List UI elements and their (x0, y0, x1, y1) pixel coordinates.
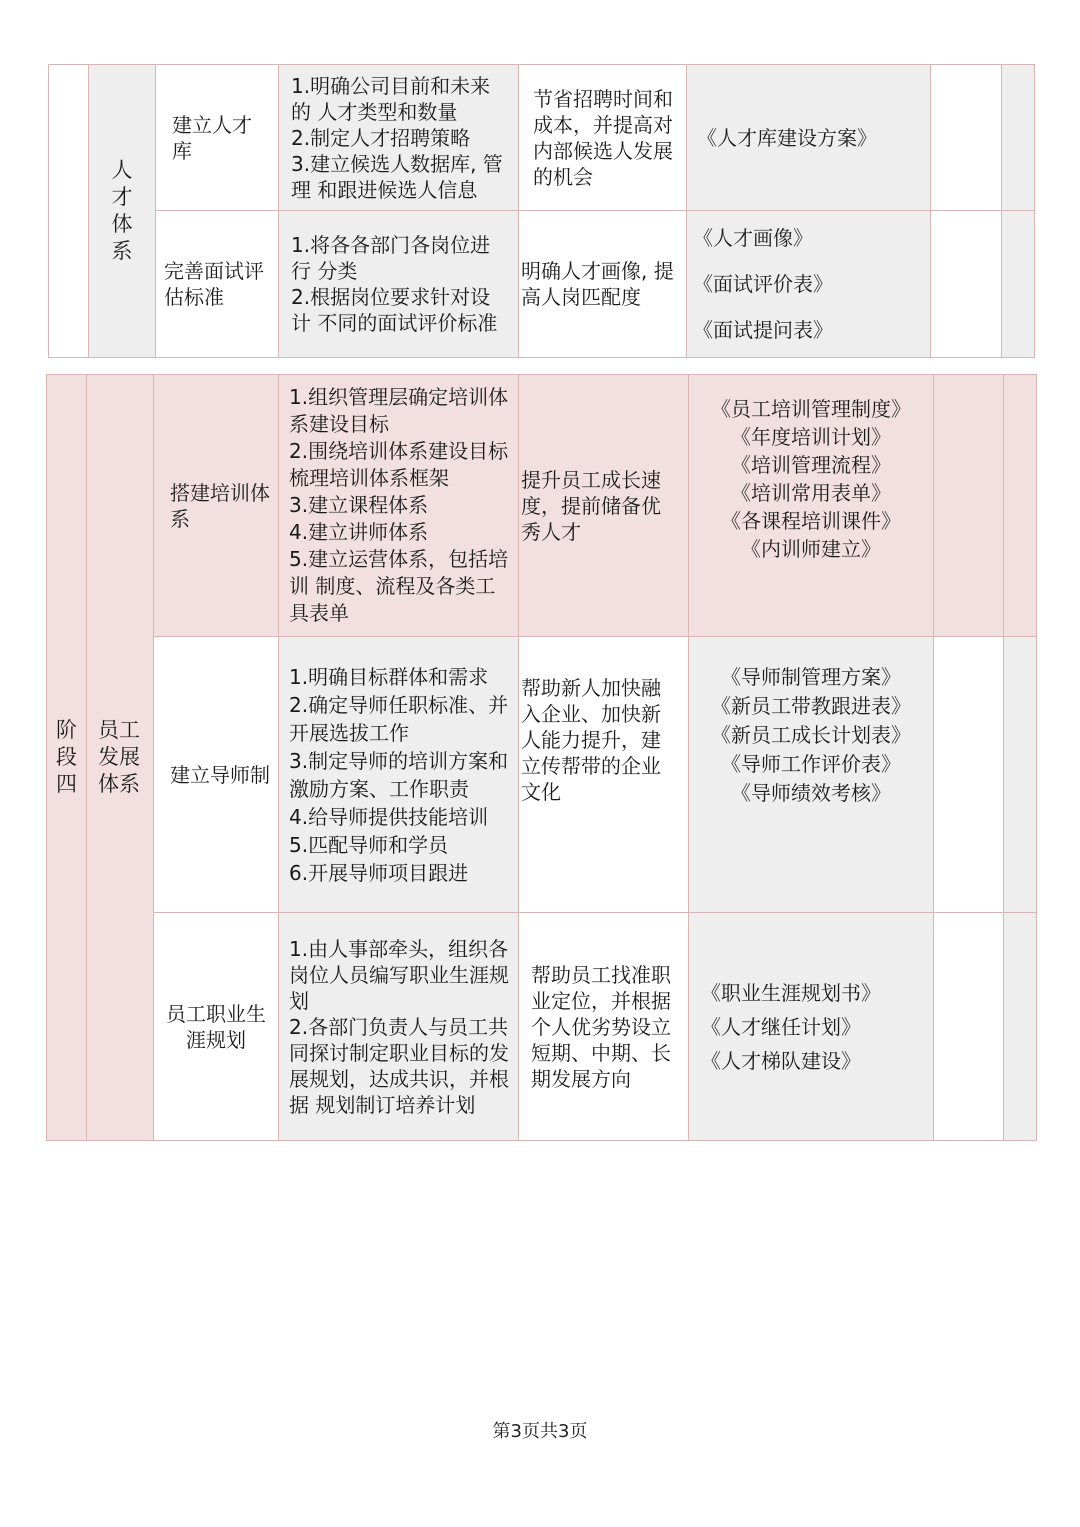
steps-cell (279, 211, 519, 358)
talent-system-table (48, 64, 1035, 358)
doc-title: 《人才库建设方案》 (697, 125, 877, 150)
benefit-text: 节省招聘时间和成本，并提高对内部候选人发展的机会 (533, 86, 673, 189)
system-label: 员工发展体系 (98, 718, 140, 796)
doc-title: 《面试评价表》 (693, 272, 833, 296)
item-label: 员工职业生涯规划 (166, 1001, 266, 1052)
empty-cell (934, 375, 1004, 637)
benefit-text: 帮助新人加快融入企业、加快新人能力提升，建立传帮带的企业文化 (521, 676, 661, 804)
docs-cell (689, 375, 934, 637)
system-label: 人才体系 (111, 158, 133, 263)
table-row (47, 637, 1037, 913)
doc-title: 《培训常用表单》 (731, 481, 891, 505)
doc-title: 《人才画像》 (693, 226, 813, 250)
empty-cell (1004, 637, 1037, 913)
docs-cell (689, 913, 934, 1141)
empty-cell (934, 637, 1004, 913)
doc-title: 《导师工作评价表》 (721, 752, 901, 776)
step-text: 3.建立课程体系 (289, 493, 429, 517)
steps-cell (279, 65, 519, 211)
step-text: 6.开展导师项目跟进 (289, 860, 469, 885)
benefit-text: 帮助员工找准职业定位，并根据个人优劣势设立短期、中期、长期发展方向 (531, 962, 671, 1091)
stage-cell (47, 375, 87, 1141)
step-text: 1.由人事部牵头，组织各岗位人员编写职业生涯规划 (289, 936, 509, 1013)
item-cell (156, 65, 279, 211)
item-cell (154, 637, 279, 913)
step-text: 3.制定导师的培训方案和激励方案、工作职责 (289, 748, 509, 801)
step-text: 2.确定导师任职标准、并开展选拔工作 (289, 692, 509, 745)
doc-title: 《新员工带教跟进表》 (711, 694, 911, 718)
employee-development-table (46, 374, 1037, 1141)
item-label: 建立人才库 (172, 112, 252, 163)
doc-title: 《内训师建立》 (741, 537, 881, 561)
step-text: 1.明确公司目前和未来的 人才类型和数量 (291, 73, 491, 124)
doc-title: 《各课程培训课件》 (721, 509, 901, 533)
table-row (49, 65, 1035, 211)
benefit-cell (519, 375, 689, 637)
step-text: 4.给导师提供技能培训 (289, 804, 489, 829)
benefit-cell (519, 211, 687, 358)
doc-title: 《员工培训管理制度》 (711, 397, 911, 421)
docs-cell (687, 211, 931, 358)
step-text: 1.明确目标群体和需求 (289, 664, 489, 689)
doc-title: 《年度培训计划》 (731, 425, 891, 449)
empty-cell (931, 65, 1002, 211)
step-text: 2.各部门负责人与员工共同探讨制定职业目标的发展规划，达成共识，并根据 规划制订培养计划 (289, 1014, 509, 1117)
step-text: 4.建立讲师体系 (289, 520, 429, 544)
item-cell (156, 211, 279, 358)
doc-title: 《导师制管理方案》 (721, 665, 901, 689)
table-row (49, 211, 1035, 358)
item-label: 建立导师制 (170, 762, 270, 787)
system-cell (89, 65, 156, 358)
benefit-cell (519, 913, 689, 1141)
empty-cell (1004, 375, 1037, 637)
step-text: 2.围绕培训体系建设目标梳理培训体系框架 (289, 439, 509, 490)
table-row (47, 375, 1037, 637)
empty-cell (1004, 913, 1037, 1141)
step-text: 3.建立候选人数据库, 管理 和跟进候选人信息 (291, 151, 503, 202)
stage-cell-empty (49, 65, 89, 358)
doc-title: 《培训管理流程》 (731, 453, 891, 477)
empty-cell (934, 913, 1004, 1141)
benefit-text: 提升员工成长速度，提前储备优秀人才 (521, 467, 661, 544)
step-text: 2.根据岗位要求针对设计 不同的面试评价标准 (291, 285, 498, 335)
page-number: 第3页共3页 (492, 1421, 588, 1442)
benefit-cell (519, 637, 689, 913)
item-label: 搭建培训体系 (170, 480, 270, 531)
step-text: 5.建立运营体系，包括培训 制度、流程及各类工具表单 (289, 547, 509, 625)
item-cell (154, 913, 279, 1141)
empty-cell (1002, 65, 1035, 211)
system-cell (87, 375, 154, 1141)
item-label: 完善面试评估标准 (164, 259, 264, 309)
step-text: 2.制定人才招聘策略 (291, 125, 471, 150)
steps-cell (279, 637, 519, 913)
empty-cell (931, 211, 1002, 358)
step-text: 1.组织管理层确定培训体系建设目标 (289, 385, 509, 436)
doc-title: 《职业生涯规划书》 (701, 980, 881, 1005)
doc-title: 《新员工成长计划表》 (711, 723, 911, 747)
doc-title: 《人才继任计划》 (701, 1014, 861, 1039)
table-row (47, 913, 1037, 1141)
stage-label: 阶段四 (56, 718, 77, 796)
doc-title: 《人才梯队建设》 (701, 1048, 861, 1073)
empty-cell (1002, 211, 1035, 358)
step-text: 5.匹配导师和学员 (289, 832, 449, 857)
step-text: 1.将各各部门各岗位进行 分类 (291, 233, 491, 283)
steps-cell (279, 913, 519, 1141)
docs-cell (689, 637, 934, 913)
doc-title: 《面试提问表》 (693, 318, 833, 342)
steps-cell (279, 375, 519, 637)
benefit-cell (519, 65, 687, 211)
doc-title: 《导师绩效考核》 (731, 781, 891, 805)
benefit-text: 明确人才画像, 提高人岗匹配度 (521, 259, 674, 309)
docs-cell (687, 65, 931, 211)
item-cell (154, 375, 279, 637)
